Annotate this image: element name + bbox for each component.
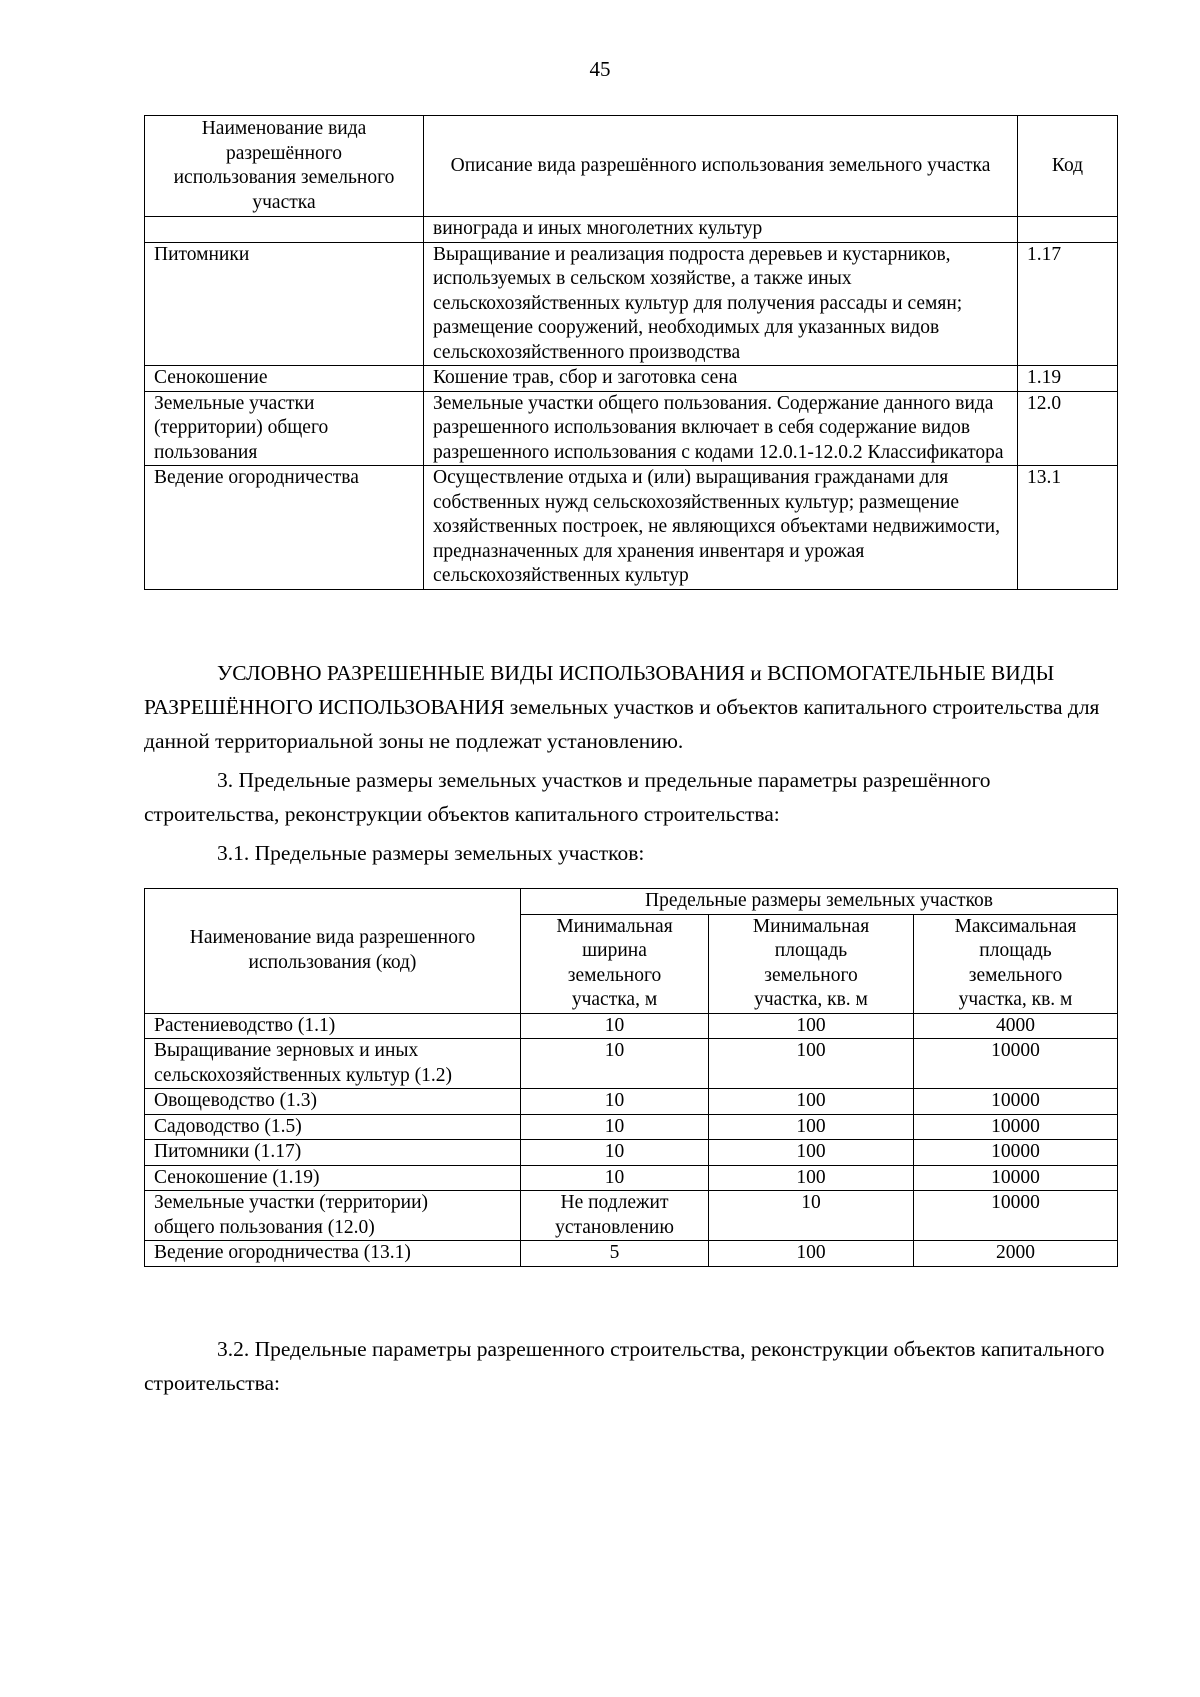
use-code: 12.0	[1018, 391, 1118, 466]
use-name-code: Сенокошение (1.19)	[145, 1165, 521, 1191]
use-name-code: Питомники (1.17)	[145, 1140, 521, 1166]
page-number: 45	[589, 57, 611, 81]
header-plot-size-group: Предельные размеры земельных участков	[521, 889, 1118, 915]
use-name: Ведение огородничества	[145, 466, 424, 590]
section-3-2-paragraph: 3.2. Предельные параметры разрешенного строительства, реконструкции объектов капитального строительства:	[144, 1337, 1105, 1395]
min-area-value: 100	[709, 1114, 914, 1140]
use-name-code: Земельные участки (территории) общего пользования (12.0)	[145, 1191, 521, 1241]
use-code	[1018, 217, 1118, 243]
use-description: Выращивание и реализация подроста деревьев и кустарников, используемых в сельском хозяйстве, а также иных сельскохозяйственных культур для получения рассады и семян; размещение сооружений, необходимых для указанных видов сельскохозяйственного производства	[424, 242, 1018, 366]
min-width-value: 5	[521, 1241, 709, 1267]
max-area-value: 2000	[914, 1241, 1118, 1267]
min-width-value: 10	[521, 1140, 709, 1166]
max-area-value: 10000	[914, 1140, 1118, 1166]
header-max-area: Максимальная площадь земельного участка, кв. м	[914, 914, 1118, 1013]
table-row	[145, 466, 1118, 590]
header-min-area: Минимальная площадь земельного участка, кв. м	[709, 914, 914, 1013]
table-row	[145, 1013, 1118, 1039]
table-header-row	[145, 889, 1118, 915]
min-width-value: 10	[521, 1114, 709, 1140]
max-area-value: 10000	[914, 1191, 1118, 1241]
header-use-name: Наименование вида разрешённого использования земельного участка	[145, 116, 424, 217]
plot-size-table	[144, 888, 1118, 1267]
max-area-value: 10000	[914, 1114, 1118, 1140]
use-description: винограда и иных многолетних культур	[424, 217, 1018, 243]
min-area-value: 100	[709, 1089, 914, 1115]
section-3-paragraph: 3. Предельные размеры земельных участков и предельные параметры разрешённого строительства, реконструкции объектов капитального строительства:	[144, 768, 991, 826]
use-name: Сенокошение	[145, 366, 424, 392]
min-width-value: 10	[521, 1039, 709, 1089]
use-code: 1.19	[1018, 366, 1118, 392]
table-row	[145, 1165, 1118, 1191]
use-name-code: Ведение огородничества (13.1)	[145, 1241, 521, 1267]
use-name-code: Растениеводство (1.1)	[145, 1013, 521, 1039]
min-width-value: 10	[521, 1013, 709, 1039]
min-area-value: 100	[709, 1241, 914, 1267]
table-row	[145, 242, 1118, 366]
use-name-code: Садоводство (1.5)	[145, 1114, 521, 1140]
use-description: Земельные участки общего пользования. Содержание данного вида разрешенного использования включает в себя содержание видов разрешенного использования с кодами 12.0.1-12.0.2 Классификатора	[424, 391, 1018, 466]
use-name-code: Овощеводство (1.3)	[145, 1089, 521, 1115]
table-row	[145, 366, 1118, 392]
max-area-value: 10000	[914, 1165, 1118, 1191]
min-area-value: 100	[709, 1013, 914, 1039]
min-width-value: 10	[521, 1165, 709, 1191]
max-area-value: 4000	[914, 1013, 1118, 1039]
use-name-code: Выращивание зерновых и иных сельскохозяйственных культур (1.2)	[145, 1039, 521, 1089]
header-min-width: Минимальная ширина земельного участка, м	[521, 914, 709, 1013]
table-row	[145, 1241, 1118, 1267]
conditional-uses-paragraph: УСЛОВНО РАЗРЕШЕННЫЕ ВИДЫ ИСПОЛЬЗОВАНИЯ и ВСПОМОГАТЕЛЬНЫЕ ВИДЫ РАЗРЕШЁННОГО ИСПОЛЬЗОВАНИЯ земельных участков и объектов капитального строительства для данной территориальной зоны не подлежат установлению.	[144, 661, 1100, 753]
use-name: Питомники	[145, 242, 424, 366]
use-code: 13.1	[1018, 466, 1118, 590]
min-area-value: 100	[709, 1140, 914, 1166]
max-area-value: 10000	[914, 1089, 1118, 1115]
min-width-value: Не подлежит установлению	[521, 1191, 709, 1241]
use-name	[145, 217, 424, 243]
min-area-value: 100	[709, 1165, 914, 1191]
header-use-name-code: Наименование вида разрешенного использования (код)	[145, 889, 521, 1014]
table-row	[145, 1114, 1118, 1140]
use-code: 1.17	[1018, 242, 1118, 366]
use-description: Кошение трав, сбор и заготовка сена	[424, 366, 1018, 392]
table-row	[145, 391, 1118, 466]
header-use-description: Описание вида разрешённого использования земельного участка	[424, 116, 1018, 217]
table-row	[145, 217, 1118, 243]
section-3-1-heading: 3.1. Предельные размеры земельных участков:	[217, 841, 645, 865]
table-header-row	[145, 116, 1118, 217]
header-code: Код	[1018, 116, 1118, 217]
table-row	[145, 1191, 1118, 1241]
use-description: Осуществление отдыха и (или) выращивания гражданами для собственных нужд сельскохозяйственных культур; размещение хозяйственных построек, не являющихся объектами недвижимости, предназначенных для хранения инвентаря и урожая сельскохозяйственных культур	[424, 466, 1018, 590]
use-name: Земельные участки (территории) общего пользования	[145, 391, 424, 466]
min-area-value: 10	[709, 1191, 914, 1241]
table-row	[145, 1089, 1118, 1115]
table-row	[145, 1039, 1118, 1089]
min-width-value: 10	[521, 1089, 709, 1115]
table-row	[145, 1140, 1118, 1166]
permitted-use-table	[144, 115, 1118, 590]
min-area-value: 100	[709, 1039, 914, 1089]
max-area-value: 10000	[914, 1039, 1118, 1089]
